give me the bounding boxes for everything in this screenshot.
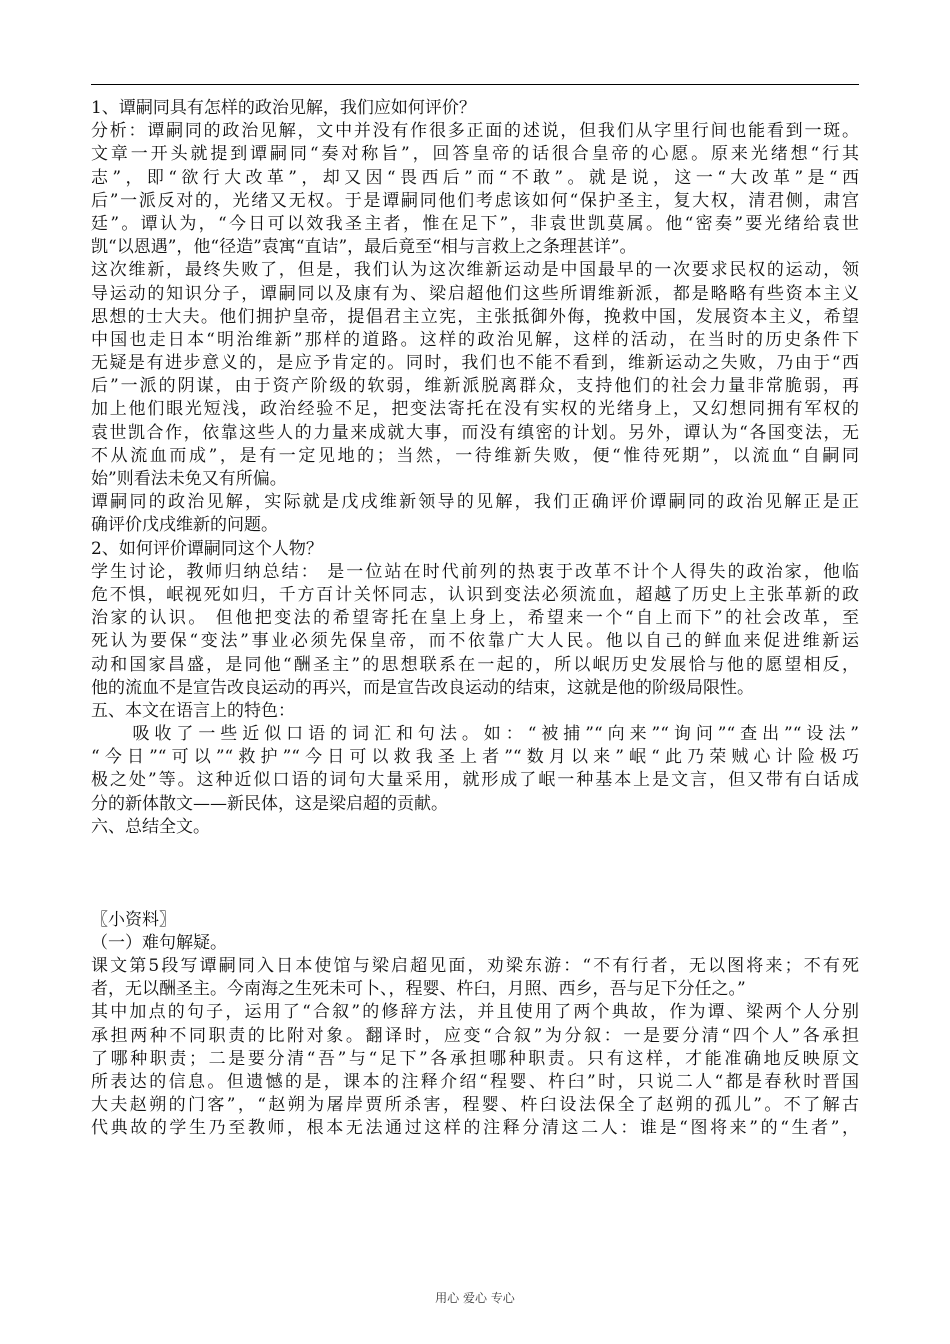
discussion-line: 学生讨论，教师归纳总结： 是一位站在时代前列的热衷于改革不计个人得失的政治家，他临 (91, 561, 859, 582)
section-6-heading: 六、总结全文。 (91, 816, 210, 837)
discussion-line: 他的流血不是宣告改良运动的再兴，而是宣告改良运动的结束，这就是他的阶级局限性。 (91, 677, 754, 698)
evaluation-line: 无疑是有进步意义的，是应予肯定的。同时，我们也不能不看到，维新运动之失败，乃由于“西 (91, 353, 859, 374)
resource-line: 了哪种职责；二是要分清“吾”与“足下”各承担哪种职责。只有这样，才能准确地反映原文 (91, 1048, 859, 1069)
section-5-heading: 五、本文在语言上的特色： (91, 700, 295, 721)
resource-line: 大夫赵朔的门客”，“赵朔为屠岸贾所杀害，程婴、杵臼设法保全了赵朔的孤儿”。不了解古 (91, 1095, 859, 1116)
resource-line: 所表达的信息。但遗憾的是，课本的注释介绍“程婴、杵臼”时，只说二人“都是春秋时晋国 (91, 1071, 859, 1092)
header-rule (91, 84, 859, 85)
summary-line: 确评价戊戌维新的问题。 (91, 515, 278, 536)
evaluation-line: 不从流血而成”，是有一定见地的；当然，一待维新失败，便“惟待死期”，以流血“自嗣同 (91, 445, 859, 466)
language-line: “今日”“可以”“救护”“今日可以救我圣上者”“数月以来”岷“此乃荣贼心计险极巧 (91, 747, 859, 768)
language-line: 分的新体散文——新民体，这是梁启超的贡献。 (91, 793, 448, 814)
evaluation-line: 思想的士大夫。他们拥护皇帝，提倡君主立宪，主张抵御外侮，挽救中国，发展资本主义，希望 (91, 306, 859, 327)
evaluation-line: 这次维新，最终失败了，但是，我们认为这次维新运动是中国最早的一次要求民权的运动，领 (91, 260, 859, 281)
evaluation-line: 中国也走日本“明治维新”那样的道路。这样的政治见解，这样的活动，在当时的历史条件下 (91, 329, 859, 350)
resource-heading: 〖小资料〗 (91, 909, 176, 930)
language-line: 极之处”等。这种近似口语的词句大量采用，就形成了岷一种基本上是文言，但又带有白话成 (91, 770, 859, 791)
discussion-line: 动和国家昌盛，是同他“酬圣主”的思想联系在一起的，所以岷历史发展恰与他的愿望相反， (91, 654, 859, 675)
language-line: 吸收了一些近似口语的词汇和句法。如：“被捕”“向来”“询问”“查出”“设法” (91, 724, 859, 745)
question-2-heading: 2、如何评价谭嗣同这个人物？ (91, 538, 323, 559)
evaluation-line: 导运动的知识分子，谭嗣同以及康有为、梁启超他们这些所谓维新派，都是略略有些资本主义 (91, 283, 859, 304)
summary-line: 谭嗣同的政治见解，实际就是戊戌维新领导的见解，我们正确评价谭嗣同的政治见解正是正 (91, 492, 859, 513)
discussion-line: 死认为要保“变法”事业必须先保皇帝，而不依靠广大人民。他以自己的鲜血来促进维新运 (91, 631, 859, 652)
section-spacer (91, 839, 859, 909)
analysis-line: 后”一派反对的，光绪又无权。于是谭嗣同他们考虑该如何“保护圣主，复大权，清君侧，肃宫 (91, 190, 859, 211)
resource-subheading: （一）难句解疑。 (91, 932, 227, 953)
analysis-line: 凯“以恩遇”，他“径造”袁寓“直诘”，最后竟至“相与言救上之条理甚详”。 (91, 237, 637, 258)
discussion-line: 危不惧，岷视死如归，千方百计关怀同志，认识到变法必须流血，超越了历史上主张革新的政 (91, 584, 859, 605)
analysis-line: 文章一开头就提到谭嗣同“奏对称旨”，回答皇帝的话很合皇帝的心愿。原来光绪想“行其 (91, 144, 859, 165)
resource-line: 其中加点的句子，运用了“合叙”的修辞方法，并且使用了两个典故，作为谭、梁两个人分别 (91, 1002, 859, 1023)
evaluation-line: 加上他们眼光短浅，政治经验不足，把变法寄托在没有实权的光绪身上，又幻想同拥有军权的 (91, 399, 859, 420)
evaluation-line: 后”一派的阴谋，由于资产阶级的软弱，维新派脱离群众，支持他们的社会力量非常脆弱，再 (91, 376, 859, 397)
page-footer: 用心 爱心 专心 (435, 1291, 515, 1305)
analysis-line: 志”，即“欲行大改革”，却又因“畏西后”而“不敢”。就是说，这一“大改革”是“西 (91, 167, 859, 188)
resource-line: 承担两种不同职责的比附对象。翻译时，应变“合叙”为分叙：一是要分清“四个人”各承担 (91, 1025, 859, 1046)
discussion-line: 治家的认识。 但他把变法的希望寄托在皇上身上，希望来一个“自上而下”的社会改革，至 (91, 608, 859, 629)
analysis-line: 分析：谭嗣同的政治见解，文中并没有作很多正面的述说，但我们从字里行间也能看到一斑。 (91, 121, 859, 142)
analysis-line: 廷”。谭认为，“今日可以效我圣主者，惟在足下”，非袁世凯莫属。他“密奏”要光绪给袁世 (91, 213, 859, 234)
evaluation-line: 始”则看法未免又有所偏。 (91, 469, 287, 489)
evaluation-line: 袁世凯合作，依靠这些人的力量来成就大事，而没有缜密的计划。另外，谭认为“各国变法，无 (91, 422, 859, 443)
document-body (91, 97, 859, 1140)
question-1-heading: 1、谭嗣同具有怎样的政治见解，我们应如何评价？ (91, 98, 476, 118)
resource-line: 课文第5段写谭嗣同入日本使馆与梁启超见面，劝梁东游：“不有行者，无以图将来；不有死 (91, 955, 859, 976)
resource-line: 代典故的学生乃至教师，根本无法通过这样的注释分清这二人：谁是“图将来”的“生者”， (91, 1118, 859, 1139)
resource-line: 者，无以酬圣主。今南海之生死未可卜、，程婴、杵臼，月照、西乡，吾与足下分任之。” (91, 979, 746, 1000)
